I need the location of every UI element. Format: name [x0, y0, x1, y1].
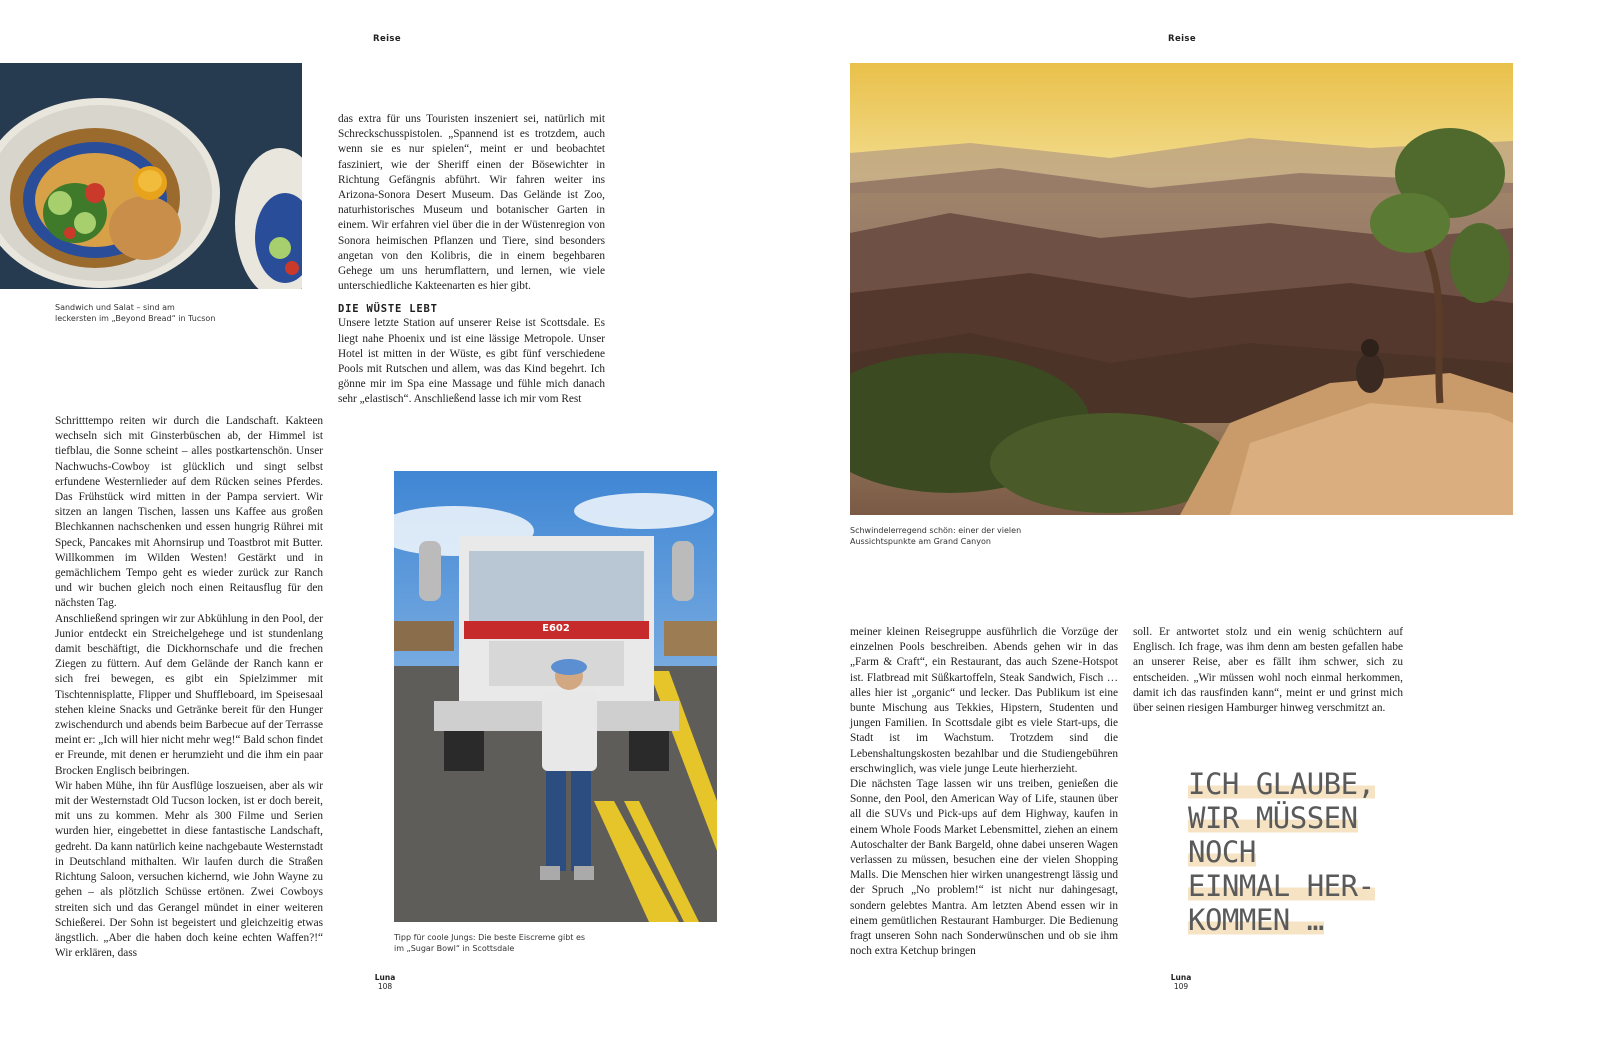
canyon-photo-image — [850, 63, 1513, 515]
pull-quote-line-1: ICH GLAUBE, — [1188, 767, 1375, 801]
page-number-left: 108 — [377, 982, 393, 991]
food-photo-image — [0, 63, 302, 289]
firetruck-photo-caption: Tipp für coole Jungs: Die beste Eiscreme gibt es im „Sugar Bowl“ in Scottsdale — [394, 933, 586, 953]
firetruck-photo — [394, 471, 717, 922]
pull-quote-line-2: WIR MÜSSEN — [1188, 801, 1358, 835]
pull-quote-line-4: EINMAL HER- — [1188, 869, 1375, 903]
column-top-left-page — [338, 112, 605, 408]
pull-quote — [1188, 767, 1448, 937]
column-right-a: meiner kleinen Reisegruppe ausführlich die Vorzüge der einzelnen Pools beschreiben. Abends gehen wir in das „Farm & Craft“, ein Restaurant, das auch Szene-Hotspot ist. Flatbread mit Süßkartoffeln, Steak Sandwich, Fisch … alles hier ist „organic“ und lecker. Das Publikum ist eine bunte Mischung aus Tekkies, Hipstern, Studenten und jungen Familien. In Scottsdale gibt es viele Start-ups, die Stadt ist im Wachstum. Trotzdem sind die Lebenshaltungskosten bezahlbar und die Studiengebühren erschwinglich, was viele junge Leute hierherzieht. Die nächsten Tage lassen wir uns treiben, genießen die Sonne, den Pool, den American Way of Life, staunen über all die SUVs und Pick-ups auf dem Highway, kaufen in einem Whole Foods Market Lebensmittel, ziehen an einem Autoschalter der Bank Bargeld, ohne dabei unseren Wagen verlassen zu müssen, besuchen eine der vielen Shopping Malls. Die Menschen hier wirken unangestrengt lässig und der Spruch „No problem!“ ist nicht nur dahingesagt, sondern gelebtes Mantra. Am letzten Abend essen wir in einem gemütlichen Restaurant Hamburger. Die Bedienung fragt unseren Sohn nach Sonderwünschen und ob sie ihm noch extra Ketchup bringen — [850, 626, 1118, 958]
firetruck-photo-image — [394, 471, 717, 922]
column-left-long: Schritttempo reiten wir durch die Landschaft. Kakteen wechseln sich mit Ginsterbüschen ab, der Himmel ist tiefblau, die Sonne scheint – alles postkartenschön. Unser Nachwuchs-Cowboy ist glücklich und singt selbst erfundene Westernlieder auf dem Rücken seines Pferdes. Das Frühstück wird mitten in der Pampa serviert. Wir sitzen an langen Tischen, lassen uns Kaffee aus großen Blechkannen nachschenken und essen hungrig Rührei mit Speck, Pancakes mit Ahornsirup und Toastbrot mit Butter. Willkommen im Wilden Westen! Gestärkt und in gemächlichem Tempo geht es wieder zurück zur Ranch und wir buchen gleich noch einen Reitausflug für den nächsten Tag. Anschließend springen wir zur Abkühlung in den Pool, der Junior entdeckt ein Streichelgehege und ist stundenlang damit beschäftigt, die Dickhornschafe und die frechen Ziegen zu füttern. Auf dem Gelände der Ranch kann er sich frei bewegen, es gibt ein Spielzimmer mit Tischtennisplatte, Flipper und Shuffleboard, im Speisesaal stehen kleine Snacks und Getränke bereit für den Hunger zwischendurch und abends beim Barbecue auf der Terrasse meint er: „Ich will hier nicht mehr weg!“ Bald schon findet er Freunde, mit denen er herumzieht und die ihm ein paar Brocken Englisch beibringen. Wir haben Mühe, ihn für Ausflüge loszueisen, aber als wir mit der Westernstadt Old Tucson locken, ist er doch bereit, mit uns zu kommen. Mehr als 300 Filme und Serien wurden hier, eingebettet in diese fantastische Landschaft, gedreht. Da kann natürlich keine nachgebaute Westernstadt in Deutschland mithalten. Wir laufen durch die Straßen Richtung Saloon, versuchen kichernd, wie John Wayne zu gehen – als plötzlich Schüsse ertönen. Zwei Cowboys streiten sich und das Gerangel mündet in einer weiteren Schießerei. Der Sohn ist begeistert und gleichzeitig etwas ängstlich. „Aber die haben doch keine echten Waffen?!“ Wir erklären, dass — [55, 415, 323, 960]
canyon-photo — [850, 63, 1513, 515]
page-number-right: 109 — [1173, 982, 1189, 991]
folio-brand-left: Luna — [374, 973, 396, 982]
food-photo — [0, 63, 302, 289]
section-heading-wueste: DIE WÜSTE LEBT — [338, 303, 438, 316]
canyon-photo-caption: Schwindelerregend schön: einer der vielen Aussichtspunkte am Grand Canyon — [850, 526, 1022, 546]
section-label-left: Reise — [373, 34, 402, 44]
article-text-part-1: das extra für uns Touristen inszeniert sei, natürlich mit Schreckschusspistolen. „Spannend ist es trotzdem, auch wenn sie es nur spielen“, meint er und beobachtet fasziniert, wie der Sheriff einen der Bösewichter in Richtung Gefängnis abführt. Wir fahren weiter ins Arizona-Sonora Desert Museum. Das Gelände ist Zoo, naturhistorisches Museum und botanischer Garten in einem. Wir erfahren viel über die in der Wüstenregion von Sonora heimischen Pflanzen und Tiere, sind besonders angetan von den Kolibris, die in einem begehbaren Gehege um uns herumflattern, und lernen, wie viele unterschiedliche Kakteenarten es hier gibt. — [338, 113, 605, 293]
column-right-b: soll. Er antwortet stolz und ein wenig schüchtern auf Englisch. Ich frage, was ihm denn am besten gefallen habe an unserer Reise, aber es fällt ihm schwer, sich zu entscheiden. „Wir müssen wohl noch einmal herkommen, damit ich das rausfinden kann“, meint er und grinst mich über seinen riesigen Hamburger hinweg verschmitzt an. — [1133, 626, 1403, 715]
pull-quote-line-3: NOCH — [1188, 835, 1256, 869]
food-photo-caption: Sandwich und Salat – sind am leckersten im „Beyond Bread“ in Tucson — [55, 303, 216, 323]
article-text-part-2: Unsere letzte Station auf unserer Reise ist Scottsdale. Es liegt nahe Phoenix und ist eine lässige Metropole. Unser Hotel ist mitten in der Wüste, es gibt fünf verschiedene Pools mit Rutschen und allem, was das Kind begehrt. Ich gönne mir im Spa eine Massage und fühle mich danach sehr „elastisch“. Anschließend lasse ich mir vom Rest — [338, 317, 605, 406]
folio-brand-right: Luna — [1170, 973, 1192, 982]
truck-number-label: E602 — [542, 623, 570, 634]
pull-quote-line-5: KOMMEN … — [1188, 903, 1324, 937]
section-label-right: Reise — [1168, 34, 1197, 44]
